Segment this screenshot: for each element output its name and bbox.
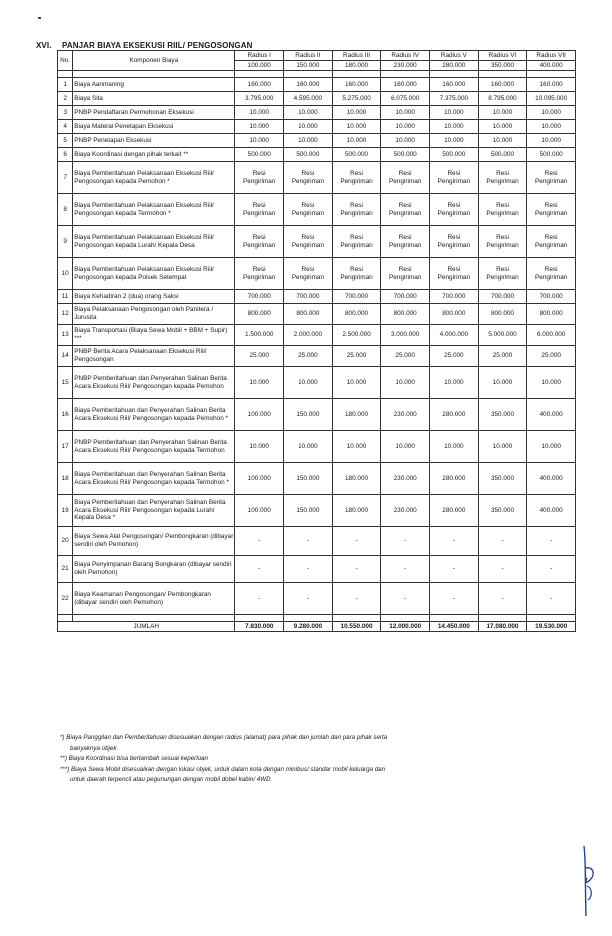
table-row [58, 134, 576, 148]
cost-value: Resi Pengiriman [527, 162, 576, 194]
row-number: 3 [58, 106, 73, 120]
header-radius-amount: 100.000 [235, 61, 284, 71]
cost-value: Resi Pengiriman [527, 258, 576, 290]
cost-value: - [527, 527, 576, 556]
cost-value: 4.000.000 [430, 325, 479, 346]
cost-value: 10.000 [284, 106, 333, 120]
cost-value: 230.000 [381, 399, 430, 431]
cost-value: - [381, 556, 430, 583]
row-number: 10 [58, 258, 73, 290]
cost-component: Biaya Materai Penetapan Eksekusi [73, 120, 235, 134]
row-number: 20 [58, 527, 73, 556]
cost-component: Biaya Pelaksanaan Pengosongan oleh Panitera / Jurusita [73, 304, 235, 325]
table-row [58, 346, 576, 367]
cost-value: 500.000 [381, 148, 430, 162]
cost-value: - [478, 556, 527, 583]
cost-value: 10.095.000 [527, 92, 576, 106]
cost-component: Biaya Pemberitahuan dan Penyerahan Salinan Berita Acara Eksekusi Riil/ Pengosongan kepada Lurah/ Kepala Desa * [73, 495, 235, 527]
cost-component: Biaya Sewa Alat Pengosongan/ Pembongkaran (dibayar sendiri oleh Pemohon) [73, 527, 235, 556]
table-row [58, 463, 576, 495]
header-no: No. [58, 51, 73, 71]
cost-component: PNBP Penetapan Eksekusi [73, 134, 235, 148]
row-number: 17 [58, 431, 73, 463]
total-value: 7.830.000 [235, 622, 284, 632]
cost-value: Resi Pengiriman [430, 162, 479, 194]
cost-value: Resi Pengiriman [430, 194, 479, 226]
cost-value: 500.000 [430, 148, 479, 162]
header-radius-label: Radius IV [381, 51, 430, 61]
cost-value: 5.000.000 [478, 325, 527, 346]
cost-value: 10.000 [332, 106, 381, 120]
cost-component: PNBP Berita Acara Pelaksanaan Eksekusi Riil/ Pengosongan [73, 346, 235, 367]
cost-value: 10.000 [478, 367, 527, 399]
cost-value: 150.000 [284, 399, 333, 431]
table-row [58, 325, 576, 346]
cost-value: 10.000 [381, 106, 430, 120]
table-row [58, 162, 576, 194]
cost-value: 280.000 [430, 495, 479, 527]
cost-value: Resi Pengiriman [381, 258, 430, 290]
cost-value: Resi Pengiriman [284, 258, 333, 290]
cost-value: Resi Pengiriman [527, 226, 576, 258]
row-number: 2 [58, 92, 73, 106]
footnote-continuation: banyaknya objek [70, 744, 117, 752]
cost-value: 6.075.000 [381, 92, 430, 106]
cost-value: 10.000 [478, 134, 527, 148]
cost-component: Biaya Pemberitahuan dan Penyerahan Salinan Berita Acara Eksekusi Riil/ Pengosongan kepada Pemohon * [73, 399, 235, 431]
cost-value: 700.000 [284, 290, 333, 304]
cost-value: 800.000 [284, 304, 333, 325]
cost-value: Resi Pengiriman [284, 194, 333, 226]
cost-value: - [430, 527, 479, 556]
cost-value: 10.000 [284, 120, 333, 134]
cost-table [57, 50, 576, 632]
cost-value: 150.000 [284, 463, 333, 495]
cost-value: 400.000 [527, 495, 576, 527]
cost-value: - [332, 583, 381, 615]
cost-value: - [381, 583, 430, 615]
cost-value: - [235, 527, 284, 556]
table-row [58, 556, 576, 583]
cost-value: Resi Pengiriman [284, 226, 333, 258]
header-radius-amount: 400.000 [527, 61, 576, 71]
cost-value: Resi Pengiriman [478, 194, 527, 226]
cost-value: 10.000 [381, 367, 430, 399]
total-row [58, 622, 576, 632]
cost-value: 10.000 [235, 106, 284, 120]
cost-component: Biaya Penyimpanan Barang Bongkaran (dibayar sendiri oleh Pemohon) [73, 556, 235, 583]
cost-value: 10.000 [381, 120, 430, 134]
cost-value: 800.000 [430, 304, 479, 325]
cost-value: 700.000 [381, 290, 430, 304]
cost-value: - [284, 556, 333, 583]
cost-value: 10.000 [332, 431, 381, 463]
cost-component: Biaya Pemberitahuan Pelaksanaan Eksekusi Riil/ Pengosongan kepada Termohon * [73, 194, 235, 226]
table-row [58, 194, 576, 226]
footnote: *) Biaya Panggilan dan Pemberitahuan disesuaikan dengan radius (alamat) para pihak dan jumlah dari para pihak serta [60, 734, 388, 741]
cost-component: Biaya Keamanan Pengosongan/ Pembongkaran (dibayar sendiri oleh Pemohon) [73, 583, 235, 615]
cost-value: Resi Pengiriman [478, 162, 527, 194]
cost-value: 5.275.000 [332, 92, 381, 106]
signature-initial [578, 842, 598, 920]
cost-value: 10.000 [527, 367, 576, 399]
cost-value: - [478, 527, 527, 556]
footnotes [60, 733, 540, 786]
total-value: 17.080.000 [478, 622, 527, 632]
footnote: **) Biaya Koordinasi bisa bertambah sesuai keperluan [60, 755, 208, 762]
cost-value: 180.000 [332, 463, 381, 495]
cost-value: 700.000 [527, 290, 576, 304]
cost-value: 6.000.000 [527, 325, 576, 346]
cost-value: - [527, 556, 576, 583]
cost-value: - [284, 527, 333, 556]
cost-value: 800.000 [478, 304, 527, 325]
cost-value: 10.000 [527, 120, 576, 134]
cost-value: 10.000 [235, 134, 284, 148]
table-row [58, 583, 576, 615]
cost-value: - [430, 583, 479, 615]
total-value: 10.550.000 [332, 622, 381, 632]
cost-value: Resi Pengiriman [235, 194, 284, 226]
cost-value: 10.000 [284, 431, 333, 463]
cost-value: 160.000 [430, 78, 479, 92]
cost-value: 7.375.000 [430, 92, 479, 106]
cost-value: 100.000 [235, 463, 284, 495]
cost-value: - [332, 527, 381, 556]
cost-component: Biaya Transportasi (Biaya Sewa Mobil + BBM + Supir) *** [73, 325, 235, 346]
cost-value: 180.000 [332, 495, 381, 527]
cost-value: 10.000 [527, 134, 576, 148]
cost-value: Resi Pengiriman [478, 226, 527, 258]
table-row [58, 290, 576, 304]
row-number: 6 [58, 148, 73, 162]
cost-value: 25.000 [527, 346, 576, 367]
total-label: JUMLAH [58, 622, 235, 632]
cost-value: 160.000 [478, 78, 527, 92]
cost-value: 10.000 [235, 120, 284, 134]
cost-value: 10.000 [235, 367, 284, 399]
cost-value: 160.000 [235, 78, 284, 92]
row-number: 9 [58, 226, 73, 258]
table-row [58, 106, 576, 120]
cost-value: 230.000 [381, 495, 430, 527]
cost-value: 10.000 [478, 106, 527, 120]
cost-value: - [381, 527, 430, 556]
cost-value: 1.500.000 [235, 325, 284, 346]
row-number: 7 [58, 162, 73, 194]
cost-value: 8.795.000 [478, 92, 527, 106]
spacer-row [58, 71, 576, 78]
cost-component: Biaya Pemberitahuan dan Penyerahan Salinan Berita Acara Eksekusi Riil/ Pengosongan kepada Termohon * [73, 463, 235, 495]
cost-value: 160.000 [284, 78, 333, 92]
row-number: 1 [58, 78, 73, 92]
table-row [58, 431, 576, 463]
header-radius-label: Radius V [430, 51, 479, 61]
cost-value: 10.000 [381, 431, 430, 463]
table-row [58, 120, 576, 134]
row-number: 22 [58, 583, 73, 615]
cost-value: Resi Pengiriman [235, 162, 284, 194]
cost-value: 10.000 [332, 134, 381, 148]
cost-component: PNBP Pemberitahuan dan Penyerahan Salinan Berita Acara Eksekusi Riil/ Pengosongan kepada Pemohon [73, 367, 235, 399]
header-radius-label: Radius VI [478, 51, 527, 61]
cost-component: Biaya Sita [73, 92, 235, 106]
row-number: 21 [58, 556, 73, 583]
cost-value: 3.000.000 [381, 325, 430, 346]
row-number: 19 [58, 495, 73, 527]
cost-value: 800.000 [381, 304, 430, 325]
table-row [58, 367, 576, 399]
cost-value: 700.000 [235, 290, 284, 304]
cost-component: Biaya Pemberitahuan Pelaksanaan Eksekusi Riil/ Pengosongan kepada Pemohon * [73, 162, 235, 194]
cost-value: 25.000 [430, 346, 479, 367]
cost-value: 800.000 [527, 304, 576, 325]
cost-value: 25.000 [332, 346, 381, 367]
table-row [58, 148, 576, 162]
spacer-row [58, 615, 576, 622]
cost-value: Resi Pengiriman [381, 226, 430, 258]
table-row [58, 78, 576, 92]
cost-component: Biaya Kehadiran 2 (dua) orang Saksi [73, 290, 235, 304]
section-title: PANJAR BIAYA EKSEKUSI RIIL/ PENGOSONGAN [62, 41, 253, 50]
cost-value: 10.000 [478, 431, 527, 463]
total-value: 9.280.000 [284, 622, 333, 632]
section-heading [36, 41, 252, 50]
cost-value: 10.000 [430, 431, 479, 463]
cost-value: 350.000 [478, 399, 527, 431]
table-row [58, 527, 576, 556]
cost-value: Resi Pengiriman [381, 194, 430, 226]
cost-value: 800.000 [332, 304, 381, 325]
cost-value: 10.000 [478, 120, 527, 134]
cost-value: Resi Pengiriman [332, 194, 381, 226]
row-number: 13 [58, 325, 73, 346]
total-value: 19.530.000 [527, 622, 576, 632]
cost-value: 25.000 [235, 346, 284, 367]
cost-value: 400.000 [527, 399, 576, 431]
cost-value: 500.000 [478, 148, 527, 162]
cost-value: 10.000 [332, 120, 381, 134]
cost-value: Resi Pengiriman [332, 226, 381, 258]
cost-value: 500.000 [332, 148, 381, 162]
cost-value: Resi Pengiriman [284, 162, 333, 194]
cost-value: Resi Pengiriman [332, 258, 381, 290]
cost-value: 25.000 [381, 346, 430, 367]
cost-component: Biaya Aanmaning [73, 78, 235, 92]
header-radius-label: Radius I [235, 51, 284, 61]
cost-value: Resi Pengiriman [478, 258, 527, 290]
header-radius-amount: 150.000 [284, 61, 333, 71]
cost-value: Resi Pengiriman [332, 162, 381, 194]
cost-value: 10.000 [284, 367, 333, 399]
total-value: 14.450.000 [430, 622, 479, 632]
cost-value: 150.000 [284, 495, 333, 527]
cost-value: - [235, 556, 284, 583]
cost-value: 2.500.000 [332, 325, 381, 346]
cost-value: 2.000.000 [284, 325, 333, 346]
cost-value: 100.000 [235, 399, 284, 431]
cost-value: 180.000 [332, 399, 381, 431]
table-row [58, 226, 576, 258]
cost-value: 700.000 [332, 290, 381, 304]
cost-value: 350.000 [478, 495, 527, 527]
cost-value: - [527, 583, 576, 615]
cost-component: Biaya Koordinasi dengan pihak terkait ** [73, 148, 235, 162]
cost-value: 25.000 [284, 346, 333, 367]
cost-value: 160.000 [527, 78, 576, 92]
cost-value: Resi Pengiriman [235, 226, 284, 258]
cost-value: 10.000 [430, 367, 479, 399]
cost-value: Resi Pengiriman [430, 226, 479, 258]
footnote: ***) Biaya Sewa Mobil disesuaikan dengan lokasi objek, untuk dalam kota dengan minibus/ standar mobil keluarga dan [60, 765, 386, 773]
cost-value: 10.000 [527, 106, 576, 120]
table-row [58, 258, 576, 290]
cost-value: 10.000 [284, 134, 333, 148]
cost-value: 4.595.000 [284, 92, 333, 106]
cost-value: 160.000 [332, 78, 381, 92]
footnote-continuation: untuk daerah terpencil atau pegunungan dengan mobil dobel kabin/ 4WD [70, 776, 271, 783]
cost-value: 500.000 [235, 148, 284, 162]
cost-value: Resi Pengiriman [527, 194, 576, 226]
cost-value: 280.000 [430, 399, 479, 431]
header-radius-label: Radius II [284, 51, 333, 61]
header-radius-label: Radius III [332, 51, 381, 61]
cost-value: 700.000 [478, 290, 527, 304]
table-row [58, 495, 576, 527]
cost-value: - [332, 556, 381, 583]
header-component: Komponen Biaya [73, 51, 235, 71]
cost-value: Resi Pengiriman [430, 258, 479, 290]
cost-value: 10.000 [430, 106, 479, 120]
cost-value: 800.000 [235, 304, 284, 325]
header-radius-label: Radius VII [527, 51, 576, 61]
row-number: 15 [58, 367, 73, 399]
cost-value: 10.000 [430, 120, 479, 134]
cost-value: 500.000 [527, 148, 576, 162]
cost-value: - [478, 583, 527, 615]
table-row [58, 304, 576, 325]
header-radius-amount: 350.000 [478, 61, 527, 71]
row-number: 12 [58, 304, 73, 325]
table-row [58, 92, 576, 106]
row-number: 18 [58, 463, 73, 495]
row-number: 11 [58, 290, 73, 304]
cost-value: 280.000 [430, 463, 479, 495]
cost-component: PNBP Pendaftaran Permohonan Eksekusi [73, 106, 235, 120]
row-number: 14 [58, 346, 73, 367]
cost-value: 350.000 [478, 463, 527, 495]
row-number: 5 [58, 134, 73, 148]
section-number: XVI. [36, 41, 52, 50]
cost-component: PNBP Pemberitahuan dan Penyerahan Salinan Berita Acara Eksekusi Riil/ Pengosongan kepada Termohon [73, 431, 235, 463]
cost-value: - [430, 556, 479, 583]
cost-component: Biaya Pemberitahuan Pelaksanaan Eksekusi Riil/ Pengosongan kepada Lurah/ Kepala Desa [73, 226, 235, 258]
cost-value: Resi Pengiriman [381, 162, 430, 194]
cost-value: 3.795.000 [235, 92, 284, 106]
row-number: 4 [58, 120, 73, 134]
cost-value: 100.000 [235, 495, 284, 527]
row-number: 8 [58, 194, 73, 226]
header-radius-amount: 180.000 [332, 61, 381, 71]
cost-value: 10.000 [430, 134, 479, 148]
header-radius-amount: 280.000 [430, 61, 479, 71]
cost-value: 10.000 [381, 134, 430, 148]
row-number: 16 [58, 399, 73, 431]
cost-value: 160.000 [381, 78, 430, 92]
cost-value: 25.000 [478, 346, 527, 367]
total-value: 12.000.000 [381, 622, 430, 632]
cost-value: 500.000 [284, 148, 333, 162]
cost-value: 10.000 [332, 367, 381, 399]
cost-value: 10.000 [235, 431, 284, 463]
scan-speck [38, 17, 41, 19]
table-row [58, 399, 576, 431]
cost-value: 400.000 [527, 463, 576, 495]
cost-component: Biaya Pemberitahuan Pelaksanaan Eksekusi Riil/ Pengosongan kepada Polsek Setempat [73, 258, 235, 290]
cost-value: Resi Pengiriman [235, 258, 284, 290]
cost-value: 700.000 [430, 290, 479, 304]
header-radius-amount: 230.000 [381, 61, 430, 71]
cost-value: - [235, 583, 284, 615]
cost-value: 10.000 [527, 431, 576, 463]
cost-value: 230.000 [381, 463, 430, 495]
cost-value: - [284, 583, 333, 615]
